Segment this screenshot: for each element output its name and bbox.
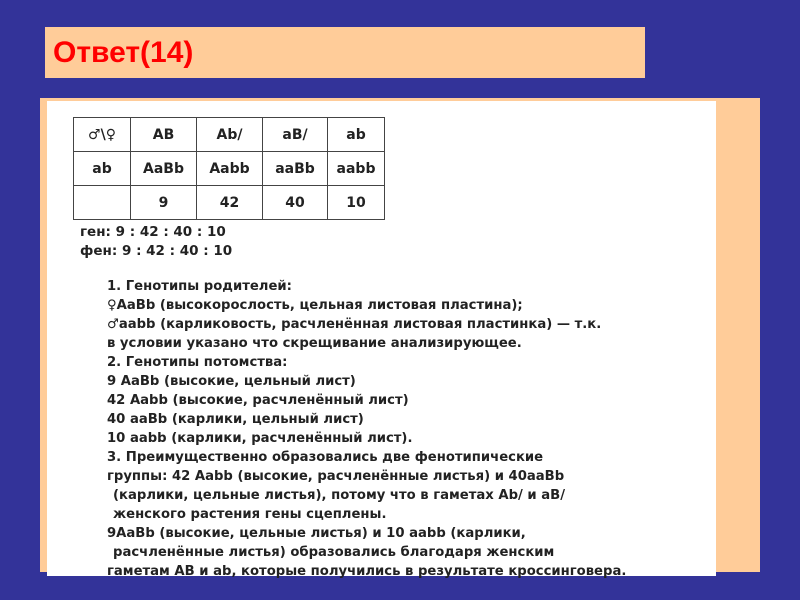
answer-line: 9AaBb (высокие, цельные листья) и 10 aabb (карлики, bbox=[107, 526, 526, 541]
table-cell: ♂\♀ bbox=[74, 118, 131, 152]
answer-line: 40 aaBb (карлики, цельный лист) bbox=[107, 412, 364, 427]
table-cell: AaBb bbox=[131, 152, 197, 186]
answer-text bbox=[107, 277, 707, 581]
table-cell: aabb bbox=[328, 152, 385, 186]
answer-line: (карлики, цельные листья), потому что в гаметах Ab/ и aB/ bbox=[113, 488, 566, 503]
answer-line: 2. Генотипы потомства: bbox=[107, 355, 288, 370]
table-cell: aB/ bbox=[263, 118, 328, 152]
answer-line: женского растения гены сцеплены. bbox=[113, 507, 387, 522]
table-cell: AB bbox=[131, 118, 197, 152]
slide-title: Ответ(14) bbox=[53, 35, 194, 69]
punnett-table bbox=[73, 117, 385, 220]
answer-line: ♂aabb (карликовость, расчленённая листовая пластинка) — т.к. bbox=[107, 317, 602, 332]
answer-line: 9 AaBb (высокие, цельный лист) bbox=[107, 374, 356, 389]
table-cell: ab bbox=[328, 118, 385, 152]
table-cell: Ab/ bbox=[197, 118, 263, 152]
answer-line: 42 Aabb (высокие, расчленённый лист) bbox=[107, 393, 409, 408]
table-cell: ab bbox=[74, 152, 131, 186]
table-cell: 40 bbox=[263, 186, 328, 220]
answer-line: гаметам AB и ab, которые получились в результате кроссинговера. bbox=[107, 564, 627, 579]
title-bar bbox=[45, 27, 645, 78]
table-row bbox=[74, 152, 385, 186]
table-cell: 10 bbox=[328, 186, 385, 220]
table-cell: 42 bbox=[197, 186, 263, 220]
answer-line: 1. Генотипы родителей: bbox=[107, 279, 292, 294]
answer-line: в условии указано что скрещивание анализирующее. bbox=[107, 336, 522, 351]
answer-line: ♀AaBb (высокорослость, цельная листовая пластина); bbox=[107, 298, 523, 313]
table-cell: aaBb bbox=[263, 152, 328, 186]
genotype-ratio: ген: 9 : 42 : 40 : 10 bbox=[80, 224, 226, 240]
table-cell bbox=[74, 186, 131, 220]
answer-line: 10 aabb (карлики, расчленённый лист). bbox=[107, 431, 413, 446]
table-row bbox=[74, 118, 385, 152]
answer-line: группы: 42 Aabb (высокие, расчленённые листья) и 40aaBb bbox=[107, 469, 565, 484]
table-cell: 9 bbox=[131, 186, 197, 220]
answer-line: расчленённые листья) образовались благодаря женским bbox=[113, 545, 555, 560]
phenotype-ratio: фен: 9 : 42 : 40 : 10 bbox=[80, 243, 233, 259]
table-cell: Aabb bbox=[197, 152, 263, 186]
ratio-block bbox=[80, 223, 232, 261]
table-row bbox=[74, 186, 385, 220]
answer-line: 3. Преимущественно образовались две фенотипические bbox=[107, 450, 544, 465]
